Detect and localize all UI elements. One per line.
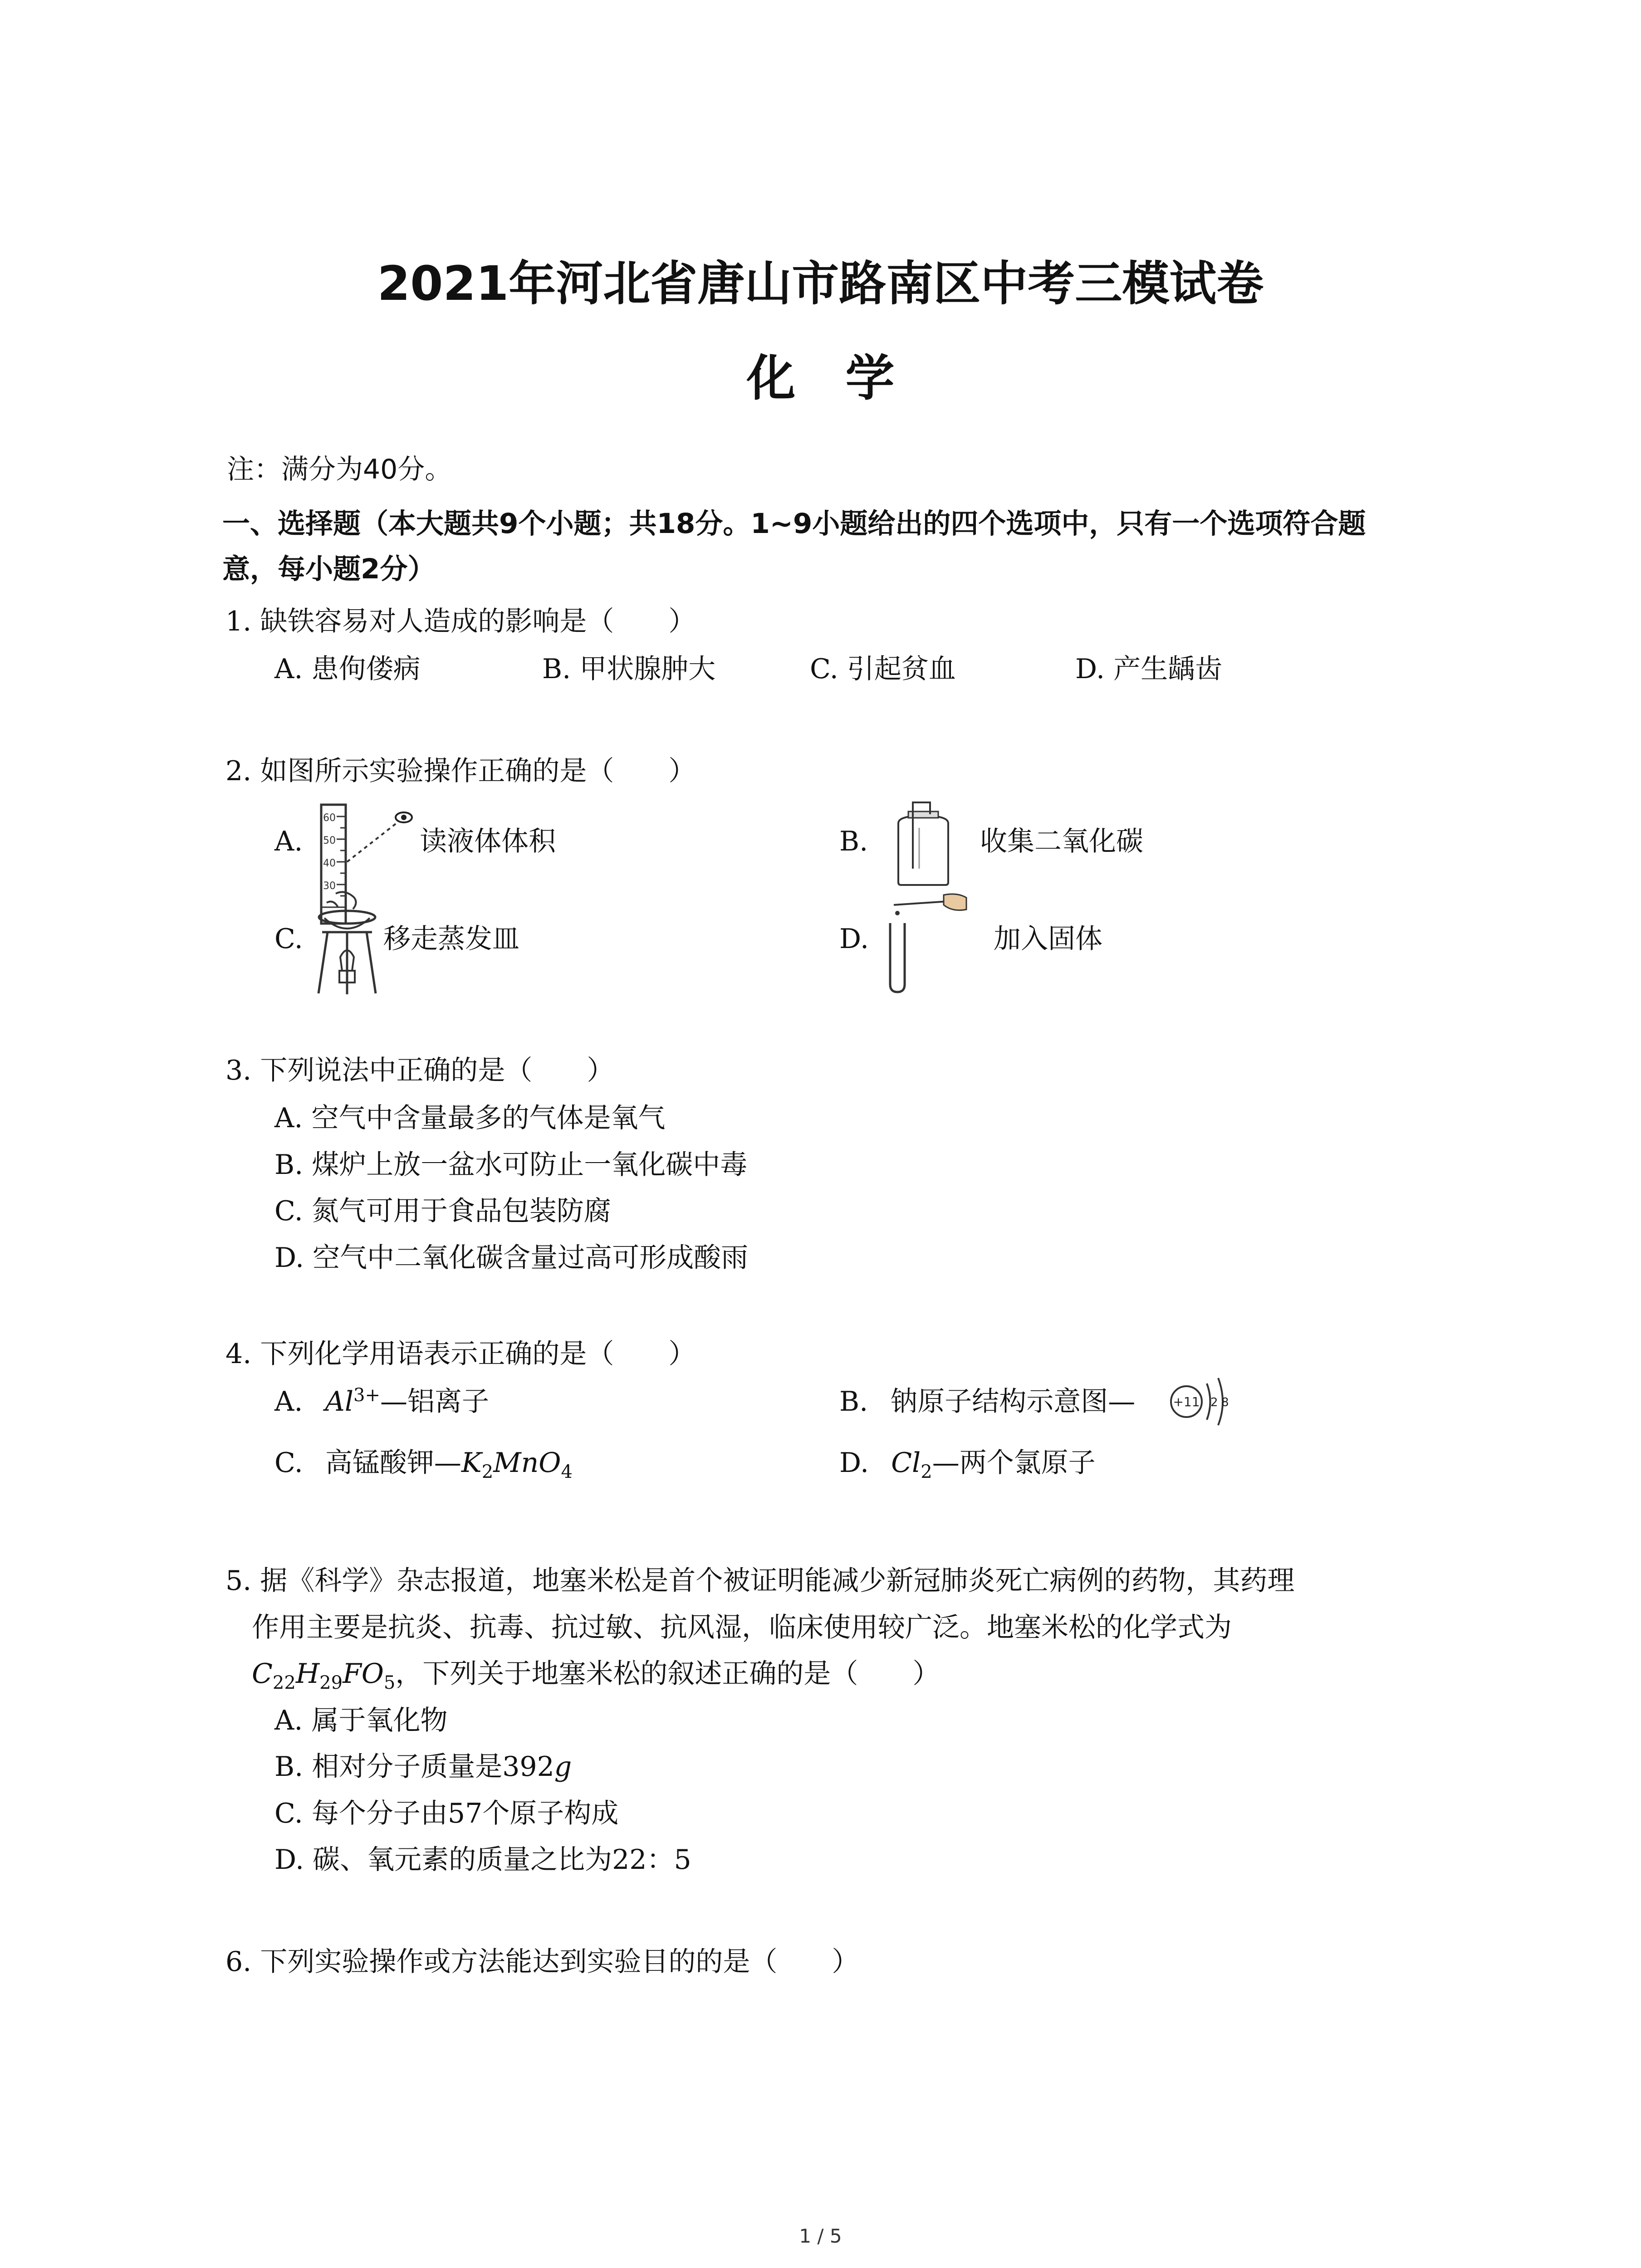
aluminum-symbol: Al <box>325 1386 354 1418</box>
chlorine-symbol: Cl <box>891 1447 921 1479</box>
q1-option-a: A. 患佝偻病 <box>274 653 421 685</box>
q2-option-d-label: D. <box>839 923 869 955</box>
nucleus-charge-label: +11 <box>1173 1394 1200 1409</box>
q5-stem-line2: 作用主要是抗炎、抗毒、抗过敏、抗风湿，临床使用较广泛。地塞米松的化学式为 <box>252 1612 1232 1643</box>
q5-stem-line3-tail: ，下列关于地塞米松的叙述正确的是（ ） <box>395 1658 940 1690</box>
formula-hydrogen: H <box>295 1658 320 1690</box>
potassium-symbol: K <box>461 1447 482 1479</box>
q4-option-d-text: —两个氯原子 <box>932 1447 1096 1479</box>
formula-oxygen-count: 5 <box>383 1672 396 1693</box>
sodium-atom-structure-diagram <box>1161 1370 1234 1433</box>
score-note: 注：满分为40分。 <box>227 454 452 485</box>
q3-option-c: C. 氮气可用于食品包装防腐 <box>274 1195 611 1227</box>
q2-option-c-text: 移走蒸发皿 <box>383 923 519 955</box>
q5-option-d: D. 碳、氧元素的质量之比为22：5 <box>274 1844 691 1876</box>
gas-collection-bottle-picture <box>885 801 962 887</box>
exam-title: 2021年河北省唐山市路南区中考三模试卷 <box>377 256 1264 311</box>
first-shell-electrons: 2 <box>1210 1396 1218 1409</box>
q5-option-b-text: B. 相对分子质量是392 <box>274 1751 554 1783</box>
q2-option-a-text: 读液体体积 <box>420 826 556 857</box>
q4-option-b-text: 钠原子结构示意图— <box>890 1386 1136 1418</box>
cylinder-tick-40: 40 <box>323 858 336 869</box>
q2-option-c-label: C. <box>274 923 303 955</box>
section-heading-line1: 一、选择题（本大题共9个小题；共18分。1~9小题给出的四个选项中，只有一个选项符合题 <box>222 508 1366 540</box>
q1-option-b: B. 甲状腺肿大 <box>542 653 716 685</box>
q1-option-d: D. 产生龋齿 <box>1075 653 1223 685</box>
q3-option-d: D. 空气中二氧化碳含量过高可形成酸雨 <box>274 1242 749 1274</box>
q5-option-a: A. 属于氧化物 <box>274 1705 448 1736</box>
page-number: 1 / 5 <box>799 2225 842 2247</box>
add-solid-test-tube-picture <box>880 891 971 996</box>
formula-hydrogen-count: 29 <box>319 1672 343 1693</box>
q3-option-a: A. 空气中含量最多的气体是氧气 <box>274 1102 666 1134</box>
q4-option-a-label: A. <box>274 1386 303 1418</box>
cylinder-tick-30: 30 <box>323 880 336 892</box>
q5-stem-line3 <box>252 1656 940 1692</box>
formula-carbon-count: 22 <box>272 1672 296 1693</box>
q1-stem: 1. 缺铁容易对人造成的影响是（ ） <box>225 606 696 637</box>
q4-option-d <box>839 1445 1096 1481</box>
q2-option-b-text: 收集二氧化碳 <box>980 826 1143 857</box>
q6-stem: 6. 下列实验操作或方法能达到实验目的的是（ ） <box>225 1946 859 1978</box>
permanganate-symbol: MnO <box>493 1447 561 1479</box>
q4-option-c <box>274 1445 573 1481</box>
q4-option-a <box>274 1383 489 1420</box>
q3-option-b: B. 煤炉上放一盆水可防止一氧化碳中毒 <box>274 1149 748 1181</box>
q4-option-c-label: C. <box>274 1447 303 1479</box>
cylinder-tick-60: 60 <box>323 812 336 824</box>
gram-unit: g <box>554 1751 572 1783</box>
evaporating-dish-tripod-picture <box>309 889 386 998</box>
q2-stem: 2. 如图所示实验操作正确的是（ ） <box>225 755 696 787</box>
chlorine-subscript: 2 <box>921 1461 932 1482</box>
q4-option-b-label: B. <box>839 1386 868 1418</box>
q2-option-d-text: 加入固体 <box>994 923 1102 955</box>
second-shell-electrons: 8 <box>1221 1396 1229 1409</box>
subject-title: 化学 <box>746 350 945 407</box>
q5-stem-line1: 5. 据《科学》杂志报道，地塞米松是首个被证明能减少新冠肺炎死亡病例的药物，其药理 <box>225 1565 1295 1597</box>
q4-stem: 4. 下列化学用语表示正确的是（ ） <box>225 1338 696 1370</box>
cylinder-tick-50: 50 <box>323 835 336 846</box>
q5-option-b <box>274 1749 572 1785</box>
q4-option-b <box>839 1383 1135 1420</box>
q3-stem: 3. 下列说法中正确的是（ ） <box>225 1055 614 1086</box>
q4-option-d-label: D. <box>839 1447 869 1479</box>
q1-option-c: C. 引起贫血 <box>810 653 956 685</box>
q2-option-b-label: B. <box>839 826 868 857</box>
q5-option-c: C. 每个分子由57个原子构成 <box>274 1798 619 1829</box>
formula-fluorine-oxygen: FO <box>343 1658 384 1690</box>
q4-option-a-text: —铝离子 <box>380 1386 489 1418</box>
potassium-subscript: 2 <box>481 1461 494 1482</box>
formula-carbon: C <box>252 1658 273 1690</box>
oxygen-subscript: 4 <box>561 1461 573 1482</box>
q4-option-c-text: 高锰酸钾— <box>325 1447 461 1479</box>
aluminum-charge: 3+ <box>353 1385 380 1406</box>
section-heading-line2: 意，每小题2分） <box>222 553 436 585</box>
q2-option-a-label: A. <box>274 826 303 857</box>
